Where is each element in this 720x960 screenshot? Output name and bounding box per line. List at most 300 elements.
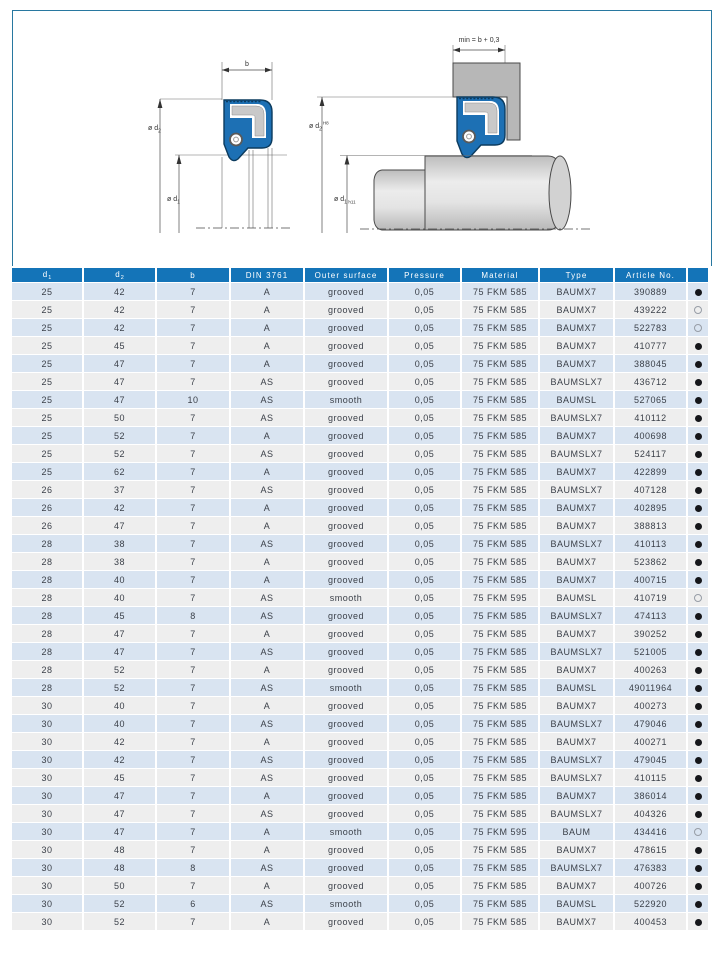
cell-d2: 48 xyxy=(83,859,156,877)
cell-material: 75 FKM 585 xyxy=(461,913,539,931)
cell-d2: 47 xyxy=(83,391,156,409)
cell-d1: 25 xyxy=(12,463,83,481)
cell-b: 7 xyxy=(156,481,230,499)
cell-din-3761: A xyxy=(230,301,304,319)
cell-type: BAUMX7 xyxy=(539,553,614,571)
cell-d2: 42 xyxy=(83,499,156,517)
availability-dot-filled xyxy=(695,523,702,530)
cell-outer-surface: smooth xyxy=(304,679,388,697)
availability-dot-empty xyxy=(694,828,702,836)
cell-din-3761: AS xyxy=(230,805,304,823)
cell-d1: 30 xyxy=(12,823,83,841)
cell-outer-surface: grooved xyxy=(304,643,388,661)
table-row xyxy=(12,625,708,643)
availability-dot-filled xyxy=(695,433,702,440)
column-header-d2: $d_2$ xyxy=(83,268,156,283)
cell-b: 10 xyxy=(156,391,230,409)
cell-b: 7 xyxy=(156,445,230,463)
cell-outer-surface: grooved xyxy=(304,625,388,643)
cell-d1: 26 xyxy=(12,481,83,499)
cell-material: 75 FKM 585 xyxy=(461,337,539,355)
cell-d1: 30 xyxy=(12,859,83,877)
availability-dot-filled xyxy=(695,811,702,818)
cell-d1: 25 xyxy=(12,283,83,301)
cell-article-no: 400453 xyxy=(614,913,687,931)
availability-dot-filled xyxy=(695,775,702,782)
cell-pressure: 0,05 xyxy=(388,517,461,535)
cell-pressure: 0,05 xyxy=(388,499,461,517)
cell-pressure: 0,05 xyxy=(388,643,461,661)
cell-material: 75 FKM 585 xyxy=(461,643,539,661)
column-header-d1: $d_1$ xyxy=(12,268,83,283)
cell-outer-surface: grooved xyxy=(304,427,388,445)
cell-din-3761: AS xyxy=(230,589,304,607)
cell-b: 7 xyxy=(156,643,230,661)
cell-type: BAUMX7 xyxy=(539,427,614,445)
cell-material: 75 FKM 585 xyxy=(461,859,539,877)
cell-b: 7 xyxy=(156,409,230,427)
cell-outer-surface: grooved xyxy=(304,751,388,769)
cell-material: 75 FKM 585 xyxy=(461,535,539,553)
availability-dot-filled xyxy=(695,667,702,674)
cell-availability xyxy=(687,319,708,337)
availability-dot-filled xyxy=(695,901,702,908)
cell-d1: 30 xyxy=(12,895,83,913)
cell-type: BAUMX7 xyxy=(539,841,614,859)
cell-d1: 30 xyxy=(12,913,83,931)
cell-pressure: 0,05 xyxy=(388,463,461,481)
cell-availability xyxy=(687,697,708,715)
cell-d1: 25 xyxy=(12,445,83,463)
cell-d2: 37 xyxy=(83,481,156,499)
cell-b: 7 xyxy=(156,283,230,301)
cell-outer-surface: grooved xyxy=(304,661,388,679)
cell-d2: 52 xyxy=(83,445,156,463)
table-row xyxy=(12,427,708,445)
cell-article-no: 474113 xyxy=(614,607,687,625)
cell-article-no: 400273 xyxy=(614,697,687,715)
cell-d1: 28 xyxy=(12,571,83,589)
cell-article-no: 407128 xyxy=(614,481,687,499)
column-header-b: b xyxy=(156,268,230,283)
cell-type: BAUMSL xyxy=(539,589,614,607)
availability-dot-filled xyxy=(695,451,702,458)
availability-dot-empty xyxy=(694,324,702,332)
cell-type: BAUMSLX7 xyxy=(539,481,614,499)
cell-type: BAUMX7 xyxy=(539,337,614,355)
cell-b: 7 xyxy=(156,769,230,787)
cell-outer-surface: smooth xyxy=(304,895,388,913)
cell-article-no: 523862 xyxy=(614,553,687,571)
cell-d2: 47 xyxy=(83,787,156,805)
cell-type: BAUMX7 xyxy=(539,913,614,931)
cell-pressure: 0,05 xyxy=(388,679,461,697)
cell-d1: 30 xyxy=(12,733,83,751)
cell-availability xyxy=(687,589,708,607)
table-row xyxy=(12,823,708,841)
cell-availability xyxy=(687,445,708,463)
cell-din-3761: AS xyxy=(230,607,304,625)
cell-availability xyxy=(687,733,708,751)
availability-dot-filled xyxy=(695,721,702,728)
cell-pressure: 0,05 xyxy=(388,571,461,589)
cell-material: 75 FKM 585 xyxy=(461,553,539,571)
cell-b: 7 xyxy=(156,697,230,715)
cell-outer-surface: grooved xyxy=(304,769,388,787)
cell-din-3761: A xyxy=(230,337,304,355)
cell-d1: 25 xyxy=(12,391,83,409)
cell-din-3761: AS xyxy=(230,481,304,499)
cell-d1: 28 xyxy=(12,661,83,679)
cell-availability xyxy=(687,535,708,553)
cell-material: 75 FKM 585 xyxy=(461,373,539,391)
table-row xyxy=(12,481,708,499)
cell-pressure: 0,05 xyxy=(388,589,461,607)
column-header-din-3761: DIN 3761 xyxy=(230,268,304,283)
cell-pressure: 0,05 xyxy=(388,751,461,769)
cell-b: 7 xyxy=(156,517,230,535)
cell-din-3761: A xyxy=(230,733,304,751)
table-row xyxy=(12,913,708,931)
availability-dot-empty xyxy=(694,594,702,602)
cell-d2: 38 xyxy=(83,553,156,571)
availability-dot-filled xyxy=(695,559,702,566)
cell-din-3761: AS xyxy=(230,643,304,661)
cell-type: BAUMSL xyxy=(539,679,614,697)
cell-type: BAUMX7 xyxy=(539,571,614,589)
cell-din-3761: AS xyxy=(230,409,304,427)
cell-d2: 40 xyxy=(83,589,156,607)
cell-din-3761: AS xyxy=(230,715,304,733)
cell-availability xyxy=(687,301,708,319)
cell-d2: 47 xyxy=(83,823,156,841)
cell-availability xyxy=(687,877,708,895)
cell-article-no: 522920 xyxy=(614,895,687,913)
cell-d1: 28 xyxy=(12,607,83,625)
cell-pressure: 0,05 xyxy=(388,301,461,319)
table-row xyxy=(12,697,708,715)
cell-b: 7 xyxy=(156,301,230,319)
cell-outer-surface: smooth xyxy=(304,391,388,409)
availability-dot-filled xyxy=(695,757,702,764)
cell-material: 75 FKM 585 xyxy=(461,805,539,823)
availability-dot-filled xyxy=(695,541,702,548)
cell-b: 7 xyxy=(156,463,230,481)
cell-type: BAUMSLX7 xyxy=(539,751,614,769)
cell-type: BAUMX7 xyxy=(539,787,614,805)
availability-dot-filled xyxy=(695,379,702,386)
availability-dot-filled xyxy=(695,505,702,512)
cell-d2: 42 xyxy=(83,283,156,301)
cell-material: 75 FKM 585 xyxy=(461,697,539,715)
cell-type: BAUMSLX7 xyxy=(539,409,614,427)
cell-availability xyxy=(687,823,708,841)
cell-pressure: 0,05 xyxy=(388,391,461,409)
cell-type: BAUMX7 xyxy=(539,697,614,715)
cell-material: 75 FKM 585 xyxy=(461,877,539,895)
cell-din-3761: AS xyxy=(230,373,304,391)
table-row xyxy=(12,751,708,769)
cell-d1: 30 xyxy=(12,715,83,733)
cell-din-3761: AS xyxy=(230,859,304,877)
availability-dot-filled xyxy=(695,865,702,872)
table-row xyxy=(12,877,708,895)
cell-type: BAUMSL xyxy=(539,895,614,913)
cell-type: BAUMX7 xyxy=(539,301,614,319)
cell-material: 75 FKM 585 xyxy=(461,463,539,481)
cell-availability xyxy=(687,805,708,823)
cell-din-3761: A xyxy=(230,787,304,805)
availability-dot-filled xyxy=(695,469,702,476)
cell-d2: 47 xyxy=(83,355,156,373)
cell-article-no: 388813 xyxy=(614,517,687,535)
availability-dot-filled xyxy=(695,487,702,494)
column-header-type: Type xyxy=(539,268,614,283)
cell-d2: 38 xyxy=(83,535,156,553)
cell-pressure: 0,05 xyxy=(388,733,461,751)
cell-article-no: 422899 xyxy=(614,463,687,481)
cell-d2: 40 xyxy=(83,715,156,733)
cell-pressure: 0,05 xyxy=(388,877,461,895)
cell-material: 75 FKM 585 xyxy=(461,607,539,625)
cell-pressure: 0,05 xyxy=(388,481,461,499)
table-row xyxy=(12,283,708,301)
cell-article-no: 390252 xyxy=(614,625,687,643)
cell-pressure: 0,05 xyxy=(388,841,461,859)
cell-pressure: 0,05 xyxy=(388,805,461,823)
installed-seal xyxy=(457,97,505,158)
cell-article-no: 402895 xyxy=(614,499,687,517)
cell-availability xyxy=(687,913,708,931)
cell-din-3761: A xyxy=(230,283,304,301)
cell-material: 75 FKM 585 xyxy=(461,499,539,517)
cell-article-no: 49011964 xyxy=(614,679,687,697)
table-row xyxy=(12,301,708,319)
cell-d1: 28 xyxy=(12,553,83,571)
cell-availability xyxy=(687,571,708,589)
cell-din-3761: A xyxy=(230,913,304,931)
cell-b: 7 xyxy=(156,427,230,445)
cell-availability xyxy=(687,553,708,571)
cell-type: BAUMX7 xyxy=(539,283,614,301)
cell-pressure: 0,05 xyxy=(388,913,461,931)
cell-availability xyxy=(687,661,708,679)
table-row xyxy=(12,463,708,481)
column-header-article-no: Article No. xyxy=(614,268,687,283)
availability-dot-filled xyxy=(695,415,702,422)
cell-d2: 47 xyxy=(83,625,156,643)
cell-article-no: 522783 xyxy=(614,319,687,337)
cell-outer-surface: grooved xyxy=(304,445,388,463)
cell-d2: 42 xyxy=(83,319,156,337)
cell-b: 8 xyxy=(156,859,230,877)
cell-b: 6 xyxy=(156,895,230,913)
cell-outer-surface: grooved xyxy=(304,607,388,625)
cell-d2: 52 xyxy=(83,895,156,913)
cell-b: 7 xyxy=(156,535,230,553)
cell-d2: 52 xyxy=(83,661,156,679)
cell-din-3761: A xyxy=(230,661,304,679)
cell-pressure: 0,05 xyxy=(388,445,461,463)
table-row xyxy=(12,643,708,661)
cell-b: 8 xyxy=(156,607,230,625)
availability-dot-filled xyxy=(695,703,702,710)
cell-din-3761: A xyxy=(230,463,304,481)
cell-d2: 45 xyxy=(83,607,156,625)
cell-article-no: 439222 xyxy=(614,301,687,319)
cell-din-3761: A xyxy=(230,427,304,445)
cell-availability xyxy=(687,751,708,769)
column-header-material: Material xyxy=(461,268,539,283)
cell-availability xyxy=(687,859,708,877)
cell-pressure: 0,05 xyxy=(388,787,461,805)
cell-type: BAUMSLX7 xyxy=(539,769,614,787)
cell-outer-surface: grooved xyxy=(304,553,388,571)
cell-d1: 28 xyxy=(12,643,83,661)
cell-d1: 30 xyxy=(12,877,83,895)
cell-outer-surface: grooved xyxy=(304,517,388,535)
table-row xyxy=(12,733,708,751)
cell-din-3761: A xyxy=(230,319,304,337)
cell-d2: 45 xyxy=(83,769,156,787)
cell-d2: 52 xyxy=(83,913,156,931)
cell-article-no: 521005 xyxy=(614,643,687,661)
dim-d1-h11-label: ø $d_1$ h11 xyxy=(334,196,356,206)
column-header-availability xyxy=(687,268,708,283)
cell-article-no: 400271 xyxy=(614,733,687,751)
cell-type: BAUMSLX7 xyxy=(539,445,614,463)
cell-outer-surface: grooved xyxy=(304,463,388,481)
cell-outer-surface: grooved xyxy=(304,697,388,715)
product-table-container xyxy=(12,268,708,930)
cell-d2: 52 xyxy=(83,679,156,697)
cell-type: BAUMX7 xyxy=(539,877,614,895)
cell-article-no: 400263 xyxy=(614,661,687,679)
cell-b: 7 xyxy=(156,877,230,895)
cell-din-3761: AS xyxy=(230,769,304,787)
cell-din-3761: A xyxy=(230,823,304,841)
cell-d1: 30 xyxy=(12,787,83,805)
cell-b: 7 xyxy=(156,841,230,859)
table-row xyxy=(12,805,708,823)
cell-din-3761: A xyxy=(230,517,304,535)
cell-type: BAUMSLX7 xyxy=(539,859,614,877)
cell-din-3761: AS xyxy=(230,751,304,769)
dim-min-label: min = b + 0,3 xyxy=(458,37,500,44)
cell-din-3761: A xyxy=(230,571,304,589)
table-row xyxy=(12,499,708,517)
seal-section-view xyxy=(148,61,292,233)
cell-availability xyxy=(687,787,708,805)
cell-pressure: 0,05 xyxy=(388,319,461,337)
cell-b: 7 xyxy=(156,661,230,679)
cell-article-no: 410115 xyxy=(614,769,687,787)
cell-d1: 30 xyxy=(12,805,83,823)
cell-b: 7 xyxy=(156,571,230,589)
dim-b-label: b xyxy=(245,61,249,68)
cell-b: 7 xyxy=(156,355,230,373)
cell-b: 7 xyxy=(156,337,230,355)
table-row xyxy=(12,787,708,805)
availability-dot-filled xyxy=(695,685,702,692)
cell-din-3761: AS xyxy=(230,535,304,553)
cell-din-3761: AS xyxy=(230,445,304,463)
cell-outer-surface: grooved xyxy=(304,337,388,355)
cell-type: BAUMSLX7 xyxy=(539,535,614,553)
cell-b: 7 xyxy=(156,805,230,823)
cell-d1: 28 xyxy=(12,679,83,697)
cell-d2: 42 xyxy=(83,733,156,751)
seal-technical-drawing xyxy=(0,0,720,264)
cell-din-3761: A xyxy=(230,553,304,571)
cell-d1: 28 xyxy=(12,589,83,607)
availability-dot-filled xyxy=(695,289,702,296)
cell-availability xyxy=(687,607,708,625)
availability-dot-filled xyxy=(695,649,702,656)
cell-outer-surface: grooved xyxy=(304,913,388,931)
cell-d2: 62 xyxy=(83,463,156,481)
cell-material: 75 FKM 585 xyxy=(461,571,539,589)
cell-availability xyxy=(687,643,708,661)
cell-d2: 47 xyxy=(83,643,156,661)
cell-material: 75 FKM 595 xyxy=(461,589,539,607)
cell-article-no: 479046 xyxy=(614,715,687,733)
cell-d1: 25 xyxy=(12,301,83,319)
cell-din-3761: AS xyxy=(230,895,304,913)
shaft xyxy=(374,156,571,230)
cell-outer-surface: grooved xyxy=(304,715,388,733)
cell-outer-surface: grooved xyxy=(304,409,388,427)
cell-availability xyxy=(687,409,708,427)
cell-material: 75 FKM 585 xyxy=(461,715,539,733)
cell-availability xyxy=(687,625,708,643)
availability-dot-filled xyxy=(695,739,702,746)
cell-outer-surface: grooved xyxy=(304,355,388,373)
table-row xyxy=(12,355,708,373)
cell-article-no: 410112 xyxy=(614,409,687,427)
cell-type: BAUMSL xyxy=(539,391,614,409)
cell-b: 7 xyxy=(156,625,230,643)
cell-d1: 30 xyxy=(12,751,83,769)
cell-material: 75 FKM 585 xyxy=(461,319,539,337)
availability-dot-filled xyxy=(695,883,702,890)
product-table xyxy=(12,268,708,930)
cell-material: 75 FKM 585 xyxy=(461,769,539,787)
cell-din-3761: A xyxy=(230,625,304,643)
cell-article-no: 400726 xyxy=(614,877,687,895)
cell-outer-surface: smooth xyxy=(304,823,388,841)
cell-d2: 40 xyxy=(83,571,156,589)
availability-dot-filled xyxy=(695,919,702,926)
cell-d2: 48 xyxy=(83,841,156,859)
table-row xyxy=(12,769,708,787)
cell-article-no: 390889 xyxy=(614,283,687,301)
table-row xyxy=(12,391,708,409)
cell-pressure: 0,05 xyxy=(388,823,461,841)
availability-dot-empty xyxy=(694,306,702,314)
cell-b: 7 xyxy=(156,319,230,337)
cell-d1: 25 xyxy=(12,319,83,337)
cell-availability xyxy=(687,841,708,859)
table-row xyxy=(12,607,708,625)
cell-pressure: 0,05 xyxy=(388,715,461,733)
cell-availability xyxy=(687,895,708,913)
cell-pressure: 0,05 xyxy=(388,607,461,625)
table-row xyxy=(12,517,708,535)
cell-d2: 47 xyxy=(83,373,156,391)
column-header-pressure: Pressure xyxy=(388,268,461,283)
cell-d1: 30 xyxy=(12,769,83,787)
